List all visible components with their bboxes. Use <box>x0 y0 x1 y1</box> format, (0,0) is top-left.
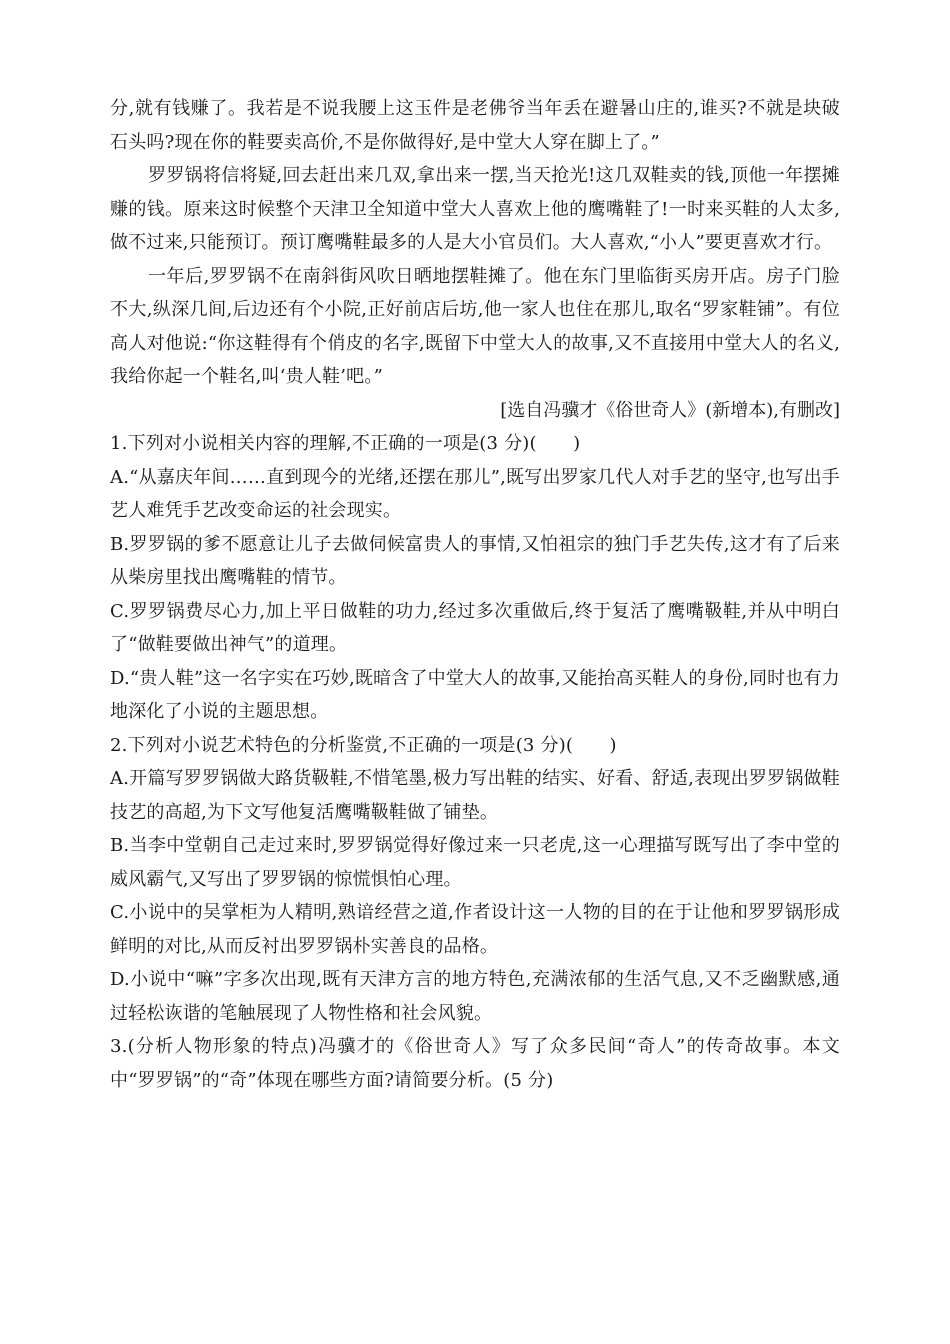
question-1-option-d: D.“贵人鞋”这一名字实在巧妙,既暗含了中堂大人的故事,又能抬高买鞋人的身份,同时也有力地深化了小说的主题思想。 <box>110 667 840 722</box>
question-1-stem: 1.下列对小说相关内容的理解,不正确的一项是(3 分)( ) <box>110 433 581 454</box>
question-3-stem: 3.(分析人物形象的特点)冯骥才的《俗世奇人》写了众多民间“奇人”的传奇故事。本文中“罗罗锅”的“奇”体现在哪些方面?请简要分析。(5 分) <box>110 1036 840 1091</box>
passage-source: [选自冯骥才《俗世奇人》(新增本),有删改] <box>500 399 840 421</box>
document-page <box>110 92 840 1097</box>
question-1-option-b: B.罗罗锅的爹不愿意让儿子去做伺候富贵人的事情,又怕祖宗的独门手艺失传,这才有了后来从柴房里找出鹰嘴鞋的情节。 <box>110 533 840 588</box>
question-2-stem: 2.下列对小说艺术特色的分析鉴赏,不正确的一项是(3 分)( ) <box>110 734 617 756</box>
question-3 <box>110 1030 840 1097</box>
question-2-option-c: C.小说中的吴掌柜为人精明,熟谙经营之道,作者设计这一人物的目的在于让他和罗罗锅形成鲜明的对比,从而反衬出罗罗锅朴实善良的品格。 <box>110 902 840 957</box>
passage-paragraph-2: 罗罗锅将信将疑,回去赶出来几双,拿出来一摆,当天抢光!这几双鞋卖的钱,顶他一年摆摊赚的钱。原来这时候整个天津卫全知道中堂大人喜欢上他的鹰嘴鞋了!一时来买鞋的人太多,做不过来,只能预订。预订鹰嘴鞋最多的人是大小官员们。大人喜欢,“小人”要更喜欢才行。 <box>110 165 840 253</box>
question-1-option-c: C.罗罗锅费尽心力,加上平日做鞋的功力,经过多次重做后,终于复活了鹰嘴靸鞋,并从中明白了“做鞋要做出神气”的道理。 <box>110 600 840 655</box>
question-1 <box>110 427 840 729</box>
question-2-option-d: D.小说中“嘛”字多次出现,既有天津方言的地方特色,充满浓郁的生活气息,又不乏幽默感,通过轻松诙谐的笔触展现了人物性格和社会风貌。 <box>110 969 840 1024</box>
question-2 <box>110 729 840 1031</box>
question-2-option-b: B.当李中堂朝自己走过来时,罗罗锅觉得好像过来一只老虎,这一心理描写既写出了李中堂的威风霸气,又写出了罗罗锅的惊慌惧怕心理。 <box>110 835 840 890</box>
passage-paragraph-3: 一年后,罗罗锅不在南斜街风吹日晒地摆鞋摊了。他在东门里临街买房开店。房子门脸不大,纵深几间,后边还有个小院,正好前店后坊,他一家人也住在那儿,取名“罗家鞋铺”。有位高人对他说:“你这鞋得有个俏皮的名字,既留下中堂大人的故事,又不直接用中堂大人的名义,我给你起一个鞋名,叫‘贵人鞋’吧。” <box>110 265 840 387</box>
question-1-option-a: A.“从嘉庆年间……直到现今的光绪,还摆在那儿”,既写出罗家几代人对手艺的坚守,也写出手艺人难凭手艺改变命运的社会现实。 <box>110 466 840 521</box>
question-2-option-a: A.开篇写罗罗锅做大路货靸鞋,不惜笔墨,极力写出鞋的结实、好看、舒适,表现出罗罗锅做鞋技艺的高超,为下文写他复活鹰嘴靸鞋做了铺垫。 <box>110 768 840 823</box>
passage-paragraph-1: 分,就有钱赚了。我若是不说我腰上这玉件是老佛爷当年丢在避暑山庄的,谁买?不就是块破石头吗?现在你的鞋要卖高价,不是你做得好,是中堂大人穿在脚上了。” <box>110 98 840 153</box>
